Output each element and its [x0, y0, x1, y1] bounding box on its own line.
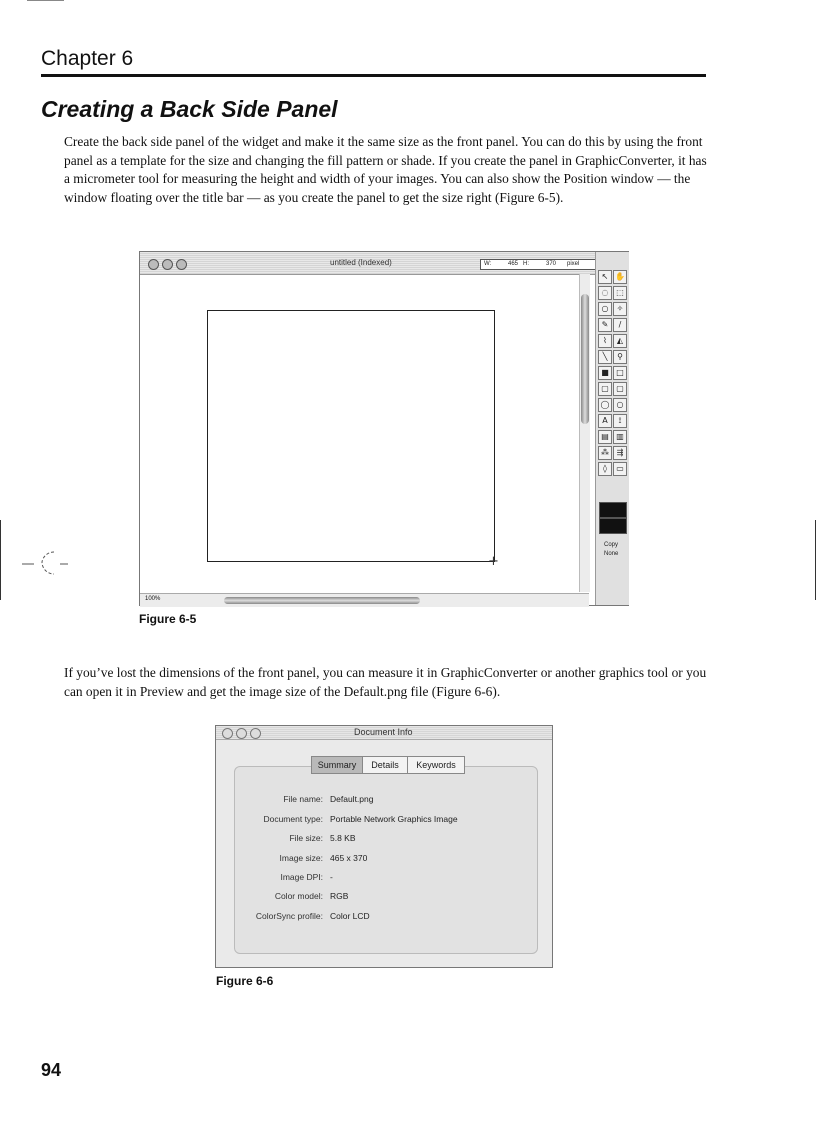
copy-mode-label[interactable]: Copy: [604, 542, 619, 548]
ellipse-select-tool-icon[interactable]: ○: [598, 302, 612, 316]
image-size-label: Image size:: [279, 853, 323, 863]
image-dpi-value: -: [330, 872, 333, 882]
colorsync-profile-label: ColorSync profile:: [255, 911, 323, 921]
rounded-rect-outline-tool-icon[interactable]: ▢: [613, 382, 627, 396]
foreground-color-swatch[interactable]: [599, 502, 627, 518]
chapter-heading: Chapter 6: [41, 47, 134, 70]
position-unit: pixel: [567, 261, 580, 267]
file-name-value: Default.png: [330, 794, 374, 804]
background-color-swatch[interactable]: [599, 518, 627, 534]
film-tool-icon[interactable]: ▤: [598, 430, 612, 444]
toolbox-palette: [595, 252, 629, 605]
eyedropper-tool-icon[interactable]: ⌇: [598, 334, 612, 348]
section-title: Creating a Back Side Panel: [41, 96, 338, 122]
minimize-icon[interactable]: [162, 259, 173, 270]
position-h-value: 370: [546, 261, 557, 267]
panel-rectangle: [207, 310, 495, 562]
close-icon[interactable]: [222, 728, 233, 739]
stamp-tool-icon[interactable]: ▥: [613, 430, 627, 444]
position-h-label: H:: [523, 261, 529, 267]
horizontal-scrollbar[interactable]: [140, 593, 589, 607]
file-size-label: File size:: [289, 833, 323, 843]
zoom-icon[interactable]: [176, 259, 187, 270]
zoom-icon[interactable]: [250, 728, 261, 739]
arrow-tool-icon[interactable]: ↖: [598, 270, 612, 284]
file-size-value: 5.8 KB: [330, 833, 356, 843]
registration-mark-icon: [18, 548, 78, 578]
window-title: Document Info: [354, 727, 413, 737]
zoom-level[interactable]: 100%: [145, 596, 161, 602]
drop-tool-icon[interactable]: ◊: [598, 462, 612, 476]
window-titlebar: [216, 726, 552, 740]
text-tool-icon[interactable]: A: [598, 414, 612, 428]
crop-mark: [27, 0, 64, 1]
vertical-scroll-thumb[interactable]: [581, 294, 589, 424]
color-model-label: Color model:: [274, 891, 323, 901]
vertical-scrollbar[interactable]: [579, 274, 590, 592]
none-mode-label[interactable]: None: [604, 551, 619, 557]
paragraph-1: Create the back side panel of the widget and make it the same size as the front panel. You can do this by using the front panel as a template for the size and changing the fill pattern or shade. If you create the panel in GraphicConverter, it has a micrometer tool for measuring the height and width of your images. You can also show the Position window — the window floating over the title bar — as you create the panel to get the size right (Figure 6-5).: [64, 134, 707, 205]
hand-tool-icon[interactable]: ✋: [613, 270, 627, 284]
window-title: untitled (Indexed): [330, 258, 392, 267]
tab-keywords[interactable]: Keywords: [407, 756, 465, 774]
graphicconverter-window: [139, 251, 629, 606]
filled-rect-tool-icon[interactable]: ■: [598, 366, 612, 380]
micrometer-tool-icon[interactable]: ⟟: [613, 414, 627, 428]
magnifier-tool-icon[interactable]: ⚲: [613, 350, 627, 364]
tab-summary[interactable]: Summary: [311, 756, 363, 774]
smudge-tool-icon[interactable]: ⇶: [613, 446, 627, 460]
eraser-tool-icon[interactable]: ▭: [613, 462, 627, 476]
crosshair-cursor-icon: +: [488, 554, 499, 569]
figure-6-5-caption: Figure 6-5: [139, 612, 197, 626]
pencil-tool-icon[interactable]: ✎: [598, 318, 612, 332]
spray-tool-icon[interactable]: ⁂: [598, 446, 612, 460]
marquee-tool-icon[interactable]: ⬚: [613, 286, 627, 300]
document-type-value: Portable Network Graphics Image: [330, 814, 458, 824]
colorsync-profile-value: Color LCD: [330, 911, 370, 921]
page-number: 94: [41, 1060, 62, 1080]
document-type-label: Document type:: [263, 814, 323, 824]
rect-tool-icon[interactable]: □: [613, 366, 627, 380]
line-tool-icon[interactable]: ╲: [598, 350, 612, 364]
fill-tool-icon[interactable]: ◭: [613, 334, 627, 348]
position-w-value: 465: [508, 261, 519, 267]
lasso-tool-icon[interactable]: ◌: [598, 286, 612, 300]
horizontal-scroll-thumb[interactable]: [224, 597, 420, 604]
paragraph-2: If you’ve lost the dimensions of the front panel, you can measure it in GraphicConverter or another graphics tool or you can open it in Preview and get the image size of the Default.png file (Figure 6-6).: [64, 665, 707, 699]
document-info-window: [215, 725, 553, 968]
tab-details[interactable]: Details: [362, 756, 408, 774]
crop-mark-left: [0, 520, 1, 600]
file-name-label: File name:: [283, 794, 323, 804]
image-dpi-label: Image DPI:: [280, 872, 323, 882]
minimize-icon[interactable]: [236, 728, 247, 739]
close-icon[interactable]: [148, 259, 159, 270]
image-size-value: 465 x 370: [330, 853, 368, 863]
ellipse-tool-icon[interactable]: ◯: [598, 398, 612, 412]
brush-tool-icon[interactable]: /: [613, 318, 627, 332]
figure-6-6-caption: Figure 6-6: [216, 974, 274, 988]
rounded-rect-tool-icon[interactable]: ▢: [598, 382, 612, 396]
magic-wand-tool-icon[interactable]: ✧: [613, 302, 627, 316]
window-titlebar: [140, 252, 628, 275]
position-window: [480, 259, 601, 270]
position-w-label: W:: [484, 261, 492, 267]
chapter-rule: [41, 74, 706, 77]
color-model-value: RGB: [330, 891, 349, 901]
ellipse-outline-tool-icon[interactable]: ○: [613, 398, 627, 412]
